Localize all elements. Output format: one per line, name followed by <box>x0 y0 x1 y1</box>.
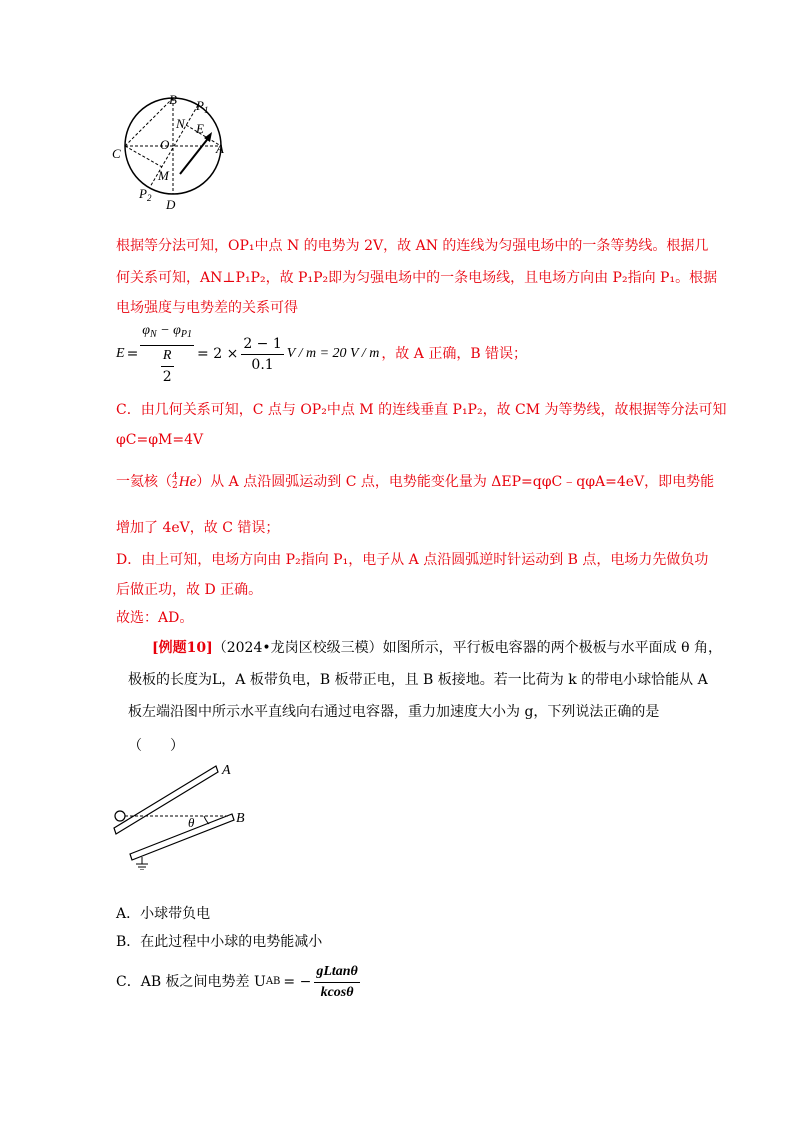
option-b: B．在此过程中小球的电势能减小 <box>116 934 323 950</box>
solution-line-3: 电场强度与电势差的关系可得 <box>116 300 298 316</box>
label-N: N <box>176 116 185 131</box>
option-a: A．小球带负电 <box>116 906 211 922</box>
example-bracket: （ ） <box>128 738 184 754</box>
label-D: D <box>166 197 176 212</box>
solution-d-line-1: D．由上可知，电场方向由 P₂指向 P₁，电子从 A 点沿圆弧逆时针运动到 B 点，电场力先做负功 <box>116 552 709 568</box>
answer-line: 故选：AD。 <box>116 610 194 626</box>
option-c: C．AB 板之间电势差 U AB = − $\frac{gLtan\theta}{kcos\theta}$ <box>116 963 358 1000</box>
label-P2: $P_2$ <box>139 186 152 203</box>
label-P1: $P_1$ <box>196 98 209 115</box>
example-tag: [例题10] <box>152 640 213 656</box>
label-C: C <box>112 146 121 161</box>
label-E: E <box>196 121 204 136</box>
label-B: B <box>169 92 177 107</box>
example-line-3: 板左端沿图中所示水平直线向右通过电容器，重力加速度大小为 g，下列说法正确的是 <box>128 704 660 720</box>
solution-helium-line-2: 增加了 4eV，故 C 错误； <box>116 520 280 536</box>
plate-A-label: A <box>222 763 231 778</box>
solution-line-1: 根据等分法可知，OP₁中点 N 的电势为 2V，故 AN 的连线为匀强电场中的一条等势线。根据几 <box>116 238 709 254</box>
solution-c-line-1: C．由几何关系可知，C 点与 OP₂中点 M 的连线垂直 P₁P₂，故 CM 为等势线，故根据等分法可知 <box>116 402 727 418</box>
label-A: A <box>216 141 224 156</box>
circle-field-diagram <box>108 88 238 218</box>
formula-e: E = $\frac{\varphi_N - \varphi_{P1}}{\frac{R}{2}}$ = 2 × $\frac{2 - 1}{0.1}$ V / m = 20 V / m ，故 A 正确，B 错误； <box>116 323 528 385</box>
theta-label: θ <box>188 815 195 830</box>
capacitor-diagram <box>108 760 268 870</box>
solution-helium-line: 一氦核（ 4 2 He）从 A 点沿圆弧运动到 C 点，电势能变化量为 ΔEP=qφC﹣qφA=4eV，即电势能 <box>116 472 715 491</box>
solution-line-2: 何关系可知，AN⊥P₁P₂，故 P₁P₂即为匀强电场中的一条电场线，且电场方向由 P₂指向 P₁。根据 <box>116 270 718 286</box>
label-M: M <box>158 168 169 183</box>
plate-B-label: B <box>236 811 245 826</box>
solution-d-line-2: 后做正功，故 D 正确。 <box>116 582 263 598</box>
example-line-2: 极板的长度为L，A 板带负电，B 板带正电，且 B 板接地。若一比荷为 k 的带电小球恰能从 A <box>128 672 708 688</box>
example-line-1: [例题10]（2024•龙岗区校级三模）如图所示，平行板电容器的两个极板与水平面成 θ 角， <box>152 640 722 656</box>
label-O: O <box>160 137 170 152</box>
solution-c-line-2: φC=φM=4V <box>116 432 204 448</box>
